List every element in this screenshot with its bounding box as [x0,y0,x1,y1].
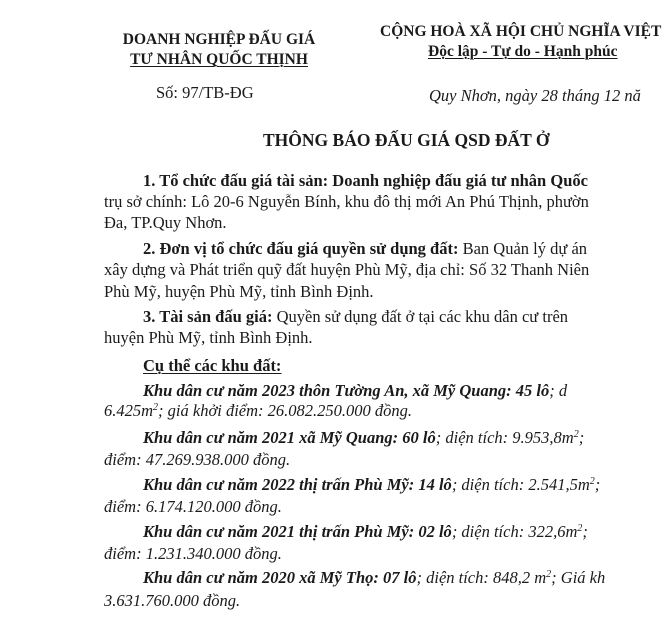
section-2-line-2: xây dựng và Phát triển quỹ đất huyện Phù Mỹ, địa chỉ: Số 32 Thanh Niên [104,260,590,279]
area-item-continuation: điểm: 1.231.340.000 đồng. [104,544,282,563]
area-lots: : 14 lô [408,475,452,494]
area-details-tail: ; [594,475,601,494]
area-item-continuation [104,400,412,422]
area-unit-sup: 2 [577,523,583,534]
section-2-heading: 2. Đơn vị tổ chức đấu giá quyền sử dụng đất: [143,239,459,258]
area-item [143,427,584,449]
area-details: ; d [549,381,568,400]
section-3-heading: 3. Tài sản đấu giá: [143,307,273,326]
nation-line-1: CỘNG HOÀ XÃ HỘI CHỦ NGHĨA VIỆT [380,23,662,40]
area-details: ; diện tích: 848,2 m [416,568,547,587]
area-lots: : 45 lô [506,381,550,400]
area-lots: : 07 lô [373,568,417,587]
area-details: ; diện tích: 9.953,8m [435,428,574,447]
organization-name [104,30,334,70]
place-date: Quy Nhơn, ngày 28 tháng 12 nă [429,86,641,105]
area-item-continuation: điểm: 47.269.938.000 đồng. [104,450,291,469]
section-2-line-3: Phù Mỹ, huyện Phù Mỹ, tỉnh Bình Định. [104,282,374,301]
area-details: ; diện tích: 322,6m [451,522,578,541]
area-name: Khu dân cư năm 2022 thị trấn Phù Mỹ [143,475,409,494]
nation-motto: Độc lập - Tự do - Hạnh phúc [428,43,618,60]
org-line-2: TƯ NHÂN QUỐC THỊNH [130,51,308,68]
area-unit-sup: 2 [573,429,579,440]
section-2-line-1 [143,238,587,260]
area-name: Khu dân cư năm 2023 thôn Tường An, xã Mỹ Quang [143,381,507,400]
area-name: Khu dân cư năm 2021 xã Mỹ Quang [143,428,393,447]
area-name: Khu dân cư năm 2020 xã Mỹ Thọ [143,568,374,587]
area-details-tail: ; Giá kh [551,568,606,587]
area-lots: : 02 lô [408,522,452,541]
section-2-text: Ban Quản lý dự án [458,239,588,258]
area-item-continuation: 3.631.760.000 đồng. [104,591,241,610]
document-number: Số: 97/TB-ĐG [156,83,254,102]
area-area: 6.425m [104,401,154,420]
section-3-text: Quyền sử dụng đất ở tại các khu dân cư trên [272,307,569,326]
section-1-line-3: Đa, TP.Quy Nhơn. [104,213,227,232]
area-item-continuation: điểm: 6.174.120.000 đồng. [104,497,282,516]
area-item [143,567,605,589]
nation-header [380,22,661,62]
area-unit-sup: 2 [589,476,595,487]
area-details: ; diện tích: 2.541,5m [451,475,590,494]
area-details-tail: ; [582,522,588,541]
section-1-line-2: trụ sở chính: Lô 20-6 Nguyễn Bính, khu đô thị mới An Phú Thịnh, phườn [104,192,589,211]
section-3-line-1 [143,306,568,328]
area-details-tail: ; [578,428,585,447]
section-3-line-2: huyện Phù Mỹ, tỉnh Bình Định. [104,328,313,347]
area-item [143,521,588,543]
section-1-heading: 1. Tổ chức đấu giá tài sản: Doanh nghiệp đấu giá tư nhân Quốc [143,171,588,190]
area-price: ; giá khởi điểm: 26.082.250.000 đồng. [158,401,413,420]
org-line-1: DOANH NGHIỆP ĐẤU GIÁ [122,31,316,48]
document-title: THÔNG BÁO ĐẤU GIÁ QSD ĐẤT Ở [263,130,550,150]
area-unit-sup: 2 [153,402,159,413]
areas-heading: Cụ thể các khu đất: [143,356,282,375]
area-name: Khu dân cư năm 2021 thị trấn Phù Mỹ [143,522,409,541]
area-unit-sup: 2 [546,569,552,580]
area-lots: : 60 lô [392,428,436,447]
area-item [143,474,600,496]
area-item [143,380,567,402]
